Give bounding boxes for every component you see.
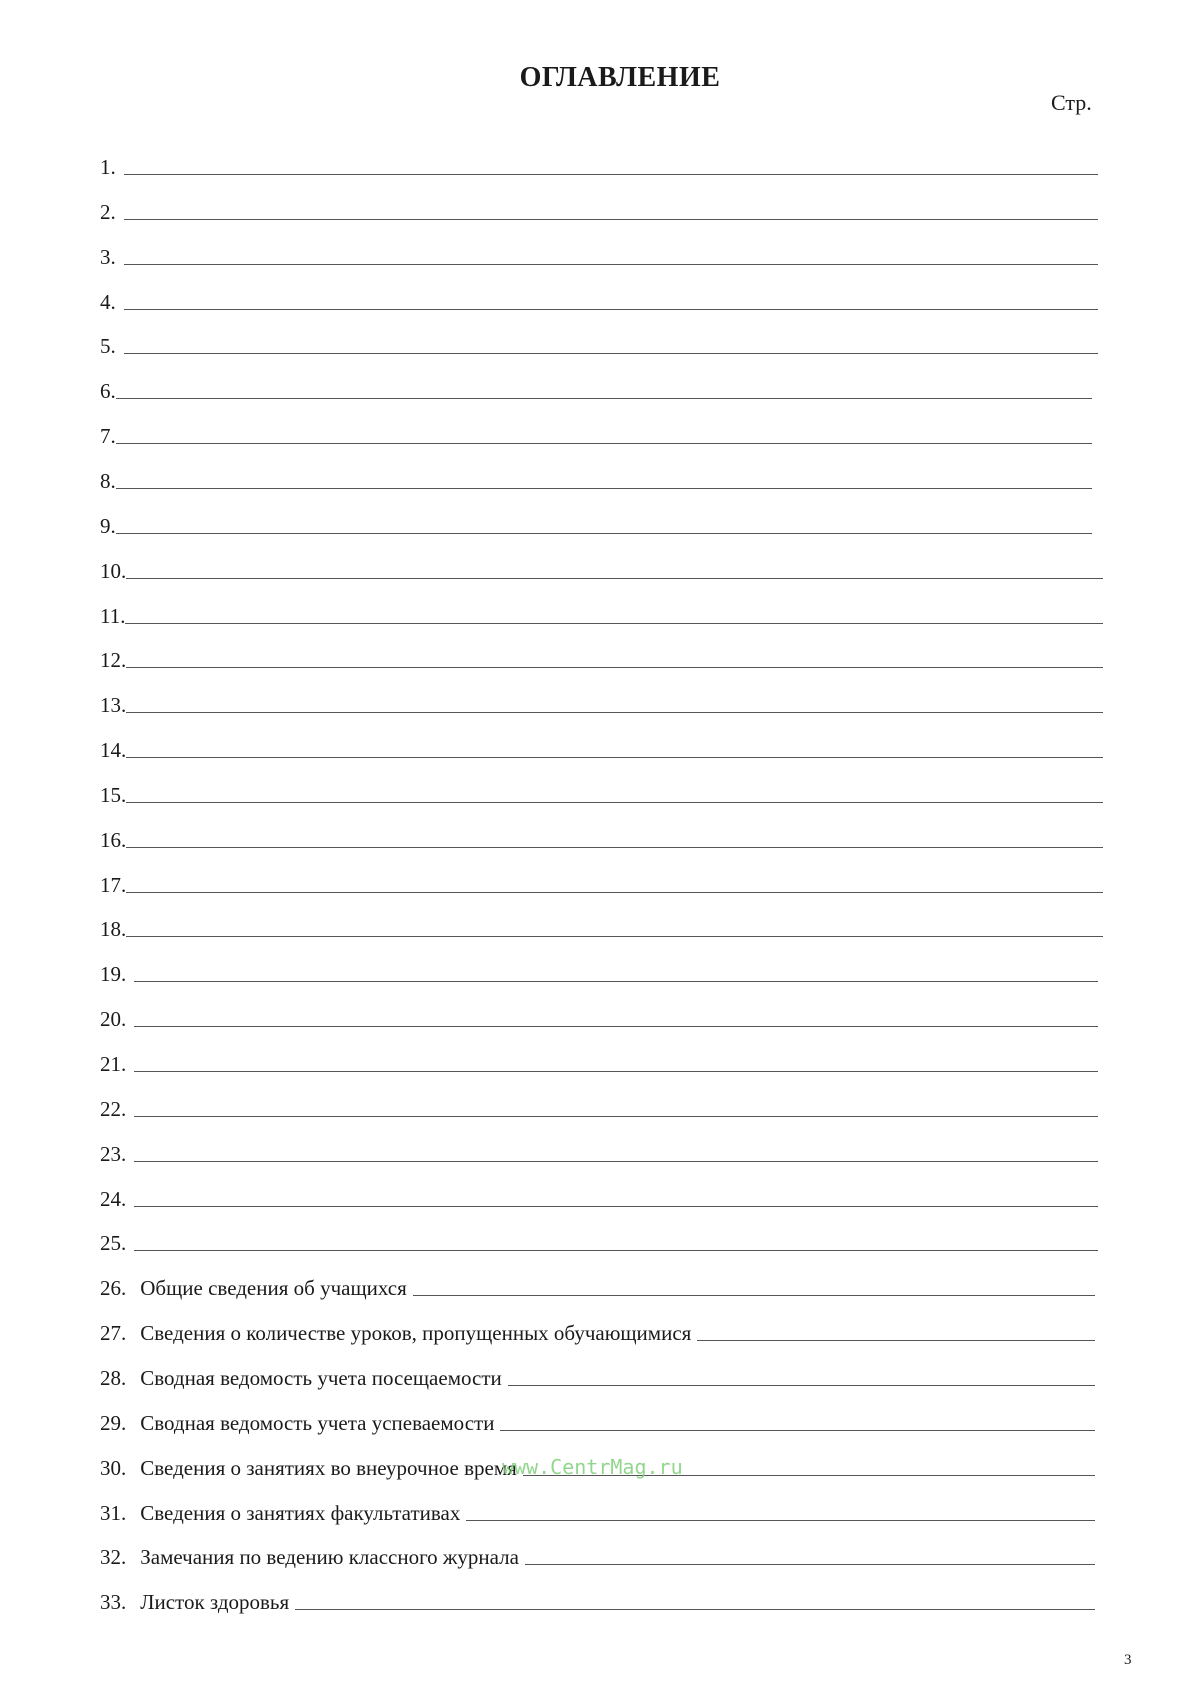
toc-entry-fill-line [134, 1161, 1098, 1162]
toc-entry-fill-line [116, 488, 1092, 489]
toc-entry [100, 464, 1092, 494]
toc-entry-number: 23. [100, 1141, 127, 1166]
toc-entry-fill-line [116, 443, 1092, 444]
toc-entry-title: Сводная ведомость учета успеваемости [140, 1410, 495, 1435]
toc-entry-fill-line [500, 1430, 1095, 1431]
toc-entry-title: Сведения о занятиях во внеурочное время [140, 1455, 517, 1480]
toc-entry [100, 509, 1092, 539]
toc-entry-fill-line [126, 802, 1103, 803]
toc-entry [100, 957, 1098, 987]
toc-entry-number: 9. [100, 513, 116, 538]
toc-entry [100, 1406, 1095, 1436]
toc-entry [100, 285, 1098, 315]
toc-entry-fill-line [134, 981, 1098, 982]
toc-entry-fill-line [126, 892, 1103, 893]
toc-entry-number: 18. [100, 917, 127, 942]
toc-entry [100, 1092, 1098, 1122]
toc-entry [100, 733, 1103, 763]
toc-entry-number: 33. [100, 1590, 127, 1615]
toc-entry-number: 8. [100, 468, 116, 493]
toc-entry-fill-line [134, 1026, 1098, 1027]
toc-entry [100, 599, 1103, 629]
toc-entry-number: 12. [100, 648, 127, 673]
toc-entry-number: 11. [100, 603, 126, 628]
toc-entry [100, 778, 1103, 808]
toc-entry [100, 688, 1103, 718]
toc-entry-number: 30. [100, 1455, 127, 1480]
toc-entry-title: Замечания по ведению классного журнала [140, 1545, 519, 1570]
toc-entry-fill-line [126, 712, 1103, 713]
toc-entry [100, 1182, 1098, 1212]
toc-entry-number: 27. [100, 1321, 127, 1346]
toc-entry [100, 150, 1098, 180]
toc-entry-title: Общие сведения об учащихся [140, 1276, 407, 1301]
toc-entry [100, 195, 1098, 225]
toc-entry [100, 643, 1103, 673]
toc-entry-number: 31. [100, 1500, 127, 1525]
page-number: 3 [1124, 1652, 1132, 1668]
toc-entry [100, 419, 1092, 449]
toc-entry-number: 4. [100, 289, 116, 314]
toc-entry [100, 1271, 1095, 1301]
toc-entry-number: 1. [100, 155, 116, 179]
toc-entry [100, 912, 1103, 942]
toc-entry-number: 29. [100, 1410, 127, 1435]
toc-entry [100, 1585, 1095, 1615]
toc-entry-fill-line [134, 1206, 1098, 1207]
toc-entry [100, 868, 1103, 898]
toc-entry-fill-line [124, 353, 1098, 354]
toc-entry [100, 240, 1098, 270]
toc-entry-fill-line [116, 398, 1092, 399]
toc-entry-number: 10. [100, 558, 127, 583]
toc-entry [100, 823, 1103, 853]
toc-entry-number: 22. [100, 1096, 127, 1121]
toc-entry-fill-line [134, 1071, 1098, 1072]
toc-entry-fill-line [413, 1295, 1095, 1296]
toc-entry-number: 21. [100, 1052, 127, 1076]
toc-entry [100, 329, 1098, 359]
toc-entry [100, 554, 1103, 584]
toc-entry-fill-line [525, 1564, 1095, 1565]
toc-entry-title: Сведения о количестве уроков, пропущенных обучающимися [140, 1321, 692, 1346]
toc-entry-fill-line [125, 623, 1103, 624]
toc-entry-fill-line [126, 847, 1103, 848]
toc-entry-number: 28. [100, 1365, 127, 1390]
toc-entry-fill-line [295, 1609, 1095, 1610]
toc-entry-title: Листок здоровья [140, 1590, 290, 1615]
toc-entry-number: 3. [100, 244, 116, 269]
toc-entry-number: 13. [100, 693, 127, 718]
toc-entry-number: 32. [100, 1545, 127, 1570]
toc-entry [100, 1002, 1098, 1032]
toc-entry-fill-line [134, 1250, 1098, 1251]
toc-entry [100, 1316, 1095, 1346]
toc-entry-fill-line [126, 667, 1103, 668]
toc-entry-number: 14. [100, 738, 127, 763]
toc-entry-title: Сведения о занятиях факультативах [140, 1500, 461, 1525]
toc-entry-fill-line [126, 578, 1103, 579]
toc-entry-fill-line [124, 219, 1098, 220]
page-title: ОГЛАВЛЕНИЕ [519, 62, 721, 93]
toc-entry-fill-line [124, 174, 1098, 175]
toc-entry-fill-line [116, 533, 1092, 534]
toc-entry-fill-line [126, 936, 1103, 937]
toc-entry-number: 15. [100, 782, 127, 807]
toc-entry-number: 5. [100, 334, 116, 359]
toc-entry-number: 17. [100, 872, 127, 897]
toc-entry [100, 374, 1092, 404]
toc-entry [100, 1496, 1095, 1526]
toc-entry-fill-line [697, 1340, 1095, 1341]
toc-entry [100, 1137, 1098, 1167]
toc-entry [100, 1540, 1095, 1570]
toc-entry [100, 1361, 1095, 1391]
toc-entry-number: 16. [100, 827, 127, 852]
toc-entry-fill-line [466, 1520, 1095, 1521]
toc-entry [100, 1226, 1098, 1256]
toc-entry-number: 20. [100, 1007, 127, 1032]
toc-entry-number: 19. [100, 962, 127, 987]
page-column-label: Стр. [1051, 90, 1092, 115]
toc-entry-number: 2. [100, 199, 116, 224]
toc-entry-number: 6. [100, 379, 116, 404]
toc-entry-title: Сводная ведомость учета посещаемости [140, 1365, 502, 1390]
toc-entry-fill-line [126, 757, 1103, 758]
toc-entry-fill-line [124, 309, 1098, 310]
toc-entry [100, 1047, 1098, 1077]
toc-entry-number: 25. [100, 1231, 127, 1256]
toc-entry-number: 26. [100, 1276, 127, 1301]
toc-entry-fill-line [134, 1116, 1098, 1117]
toc-entry-fill-line [124, 264, 1098, 265]
toc-entry-number: 7. [100, 424, 116, 449]
watermark: www.CentrMag.ru [502, 1455, 683, 1479]
toc-entry-fill-line [508, 1385, 1095, 1386]
toc-entry-number: 24. [100, 1186, 127, 1211]
